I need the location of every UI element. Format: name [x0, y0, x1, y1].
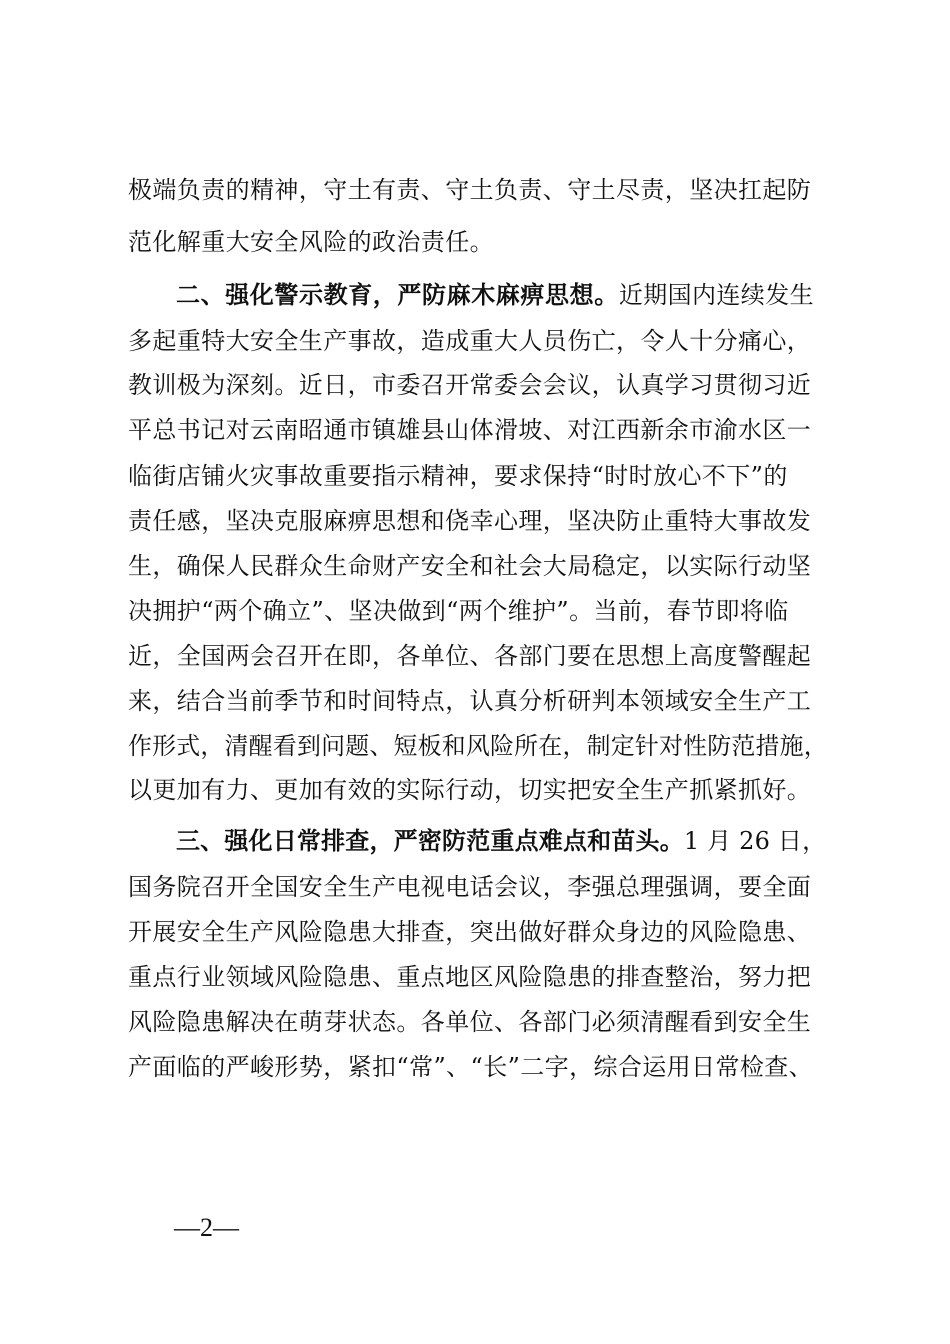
section-heading: 三、强化日常排查，严密防范重点难点和苗头。	[176, 827, 684, 855]
section-heading-line	[176, 821, 826, 861]
text-line	[128, 912, 811, 952]
line-text: 国务院召开全国安全生产电视电话会议，李强总理强调，要全面	[128, 873, 812, 901]
text-line	[128, 456, 788, 496]
line-text: 生，确保人民群众生命财产安全和社会大局稳定，以实际行动坚	[128, 552, 812, 580]
line-text: 作形式，清醒看到问题、短板和风险所在，制定针对性防范措施，	[128, 732, 828, 760]
text-line	[128, 170, 811, 210]
text-line	[128, 636, 811, 676]
line-text: 责任感，坚决克服麻痹思想和侥幸心理，坚决防止重特大事故发	[128, 507, 812, 535]
text-line	[128, 726, 828, 766]
text-line	[128, 1047, 813, 1087]
line-text: 风险隐患解决在萌芽状态。各单位、各部门必须清醒看到安全生	[128, 1008, 812, 1036]
text-line	[128, 957, 811, 997]
line-text: 多起重特大安全生产事故，造成重大人员伤亡，令人十分痛心，	[128, 327, 812, 355]
text-line	[128, 1002, 811, 1042]
text-line	[128, 770, 811, 810]
line-text: 以更加有力、更加有效的实际行动，切实把安全生产抓紧抓好。	[128, 776, 812, 804]
line-text: 来，结合当前季节和时间特点，认真分析研判本领域安全生产工	[128, 687, 812, 715]
line-text: 近，全国两会召开在即，各单位、各部门要在思想上高度警醒起	[128, 642, 812, 670]
line-text: 教训极为深刻。近日，市委召开常委会会议，认真学习贯彻习近	[128, 371, 812, 399]
text-line	[128, 321, 811, 361]
text-line	[128, 681, 811, 721]
line-text: 开展安全生产风险隐患大排查，突出做好群众身边的风险隐患、	[128, 918, 812, 946]
text-line	[128, 410, 811, 450]
line-text: 平总书记对云南昭通市镇雄县山体滑坡、对江西新余市渝水区一	[128, 416, 812, 444]
line-text: 决拥护“两个确立”、坚决做到“两个维护”。当前，春节即将临	[128, 597, 789, 625]
line-text: 极端负责的精神，守土有责、守土负责、守土尽责，坚决扛起防	[128, 176, 812, 204]
line-text: 重点行业领域风险隐患、重点地区风险隐患的排查整治，努力把	[128, 963, 812, 991]
page-number: —2—	[174, 1213, 239, 1242]
text-line	[128, 867, 811, 907]
line-text: 近期国内连续发生	[618, 281, 815, 309]
line-text: 临街店铺火灾事故重要指示精神，要求保持“时时放心不下”的	[128, 462, 788, 490]
line-text: 1 月 26 日，	[683, 827, 827, 855]
text-line	[128, 546, 811, 586]
text-line	[128, 222, 494, 262]
line-text: 范化解重大安全风险的政治责任。	[128, 228, 494, 256]
section-heading-line	[176, 275, 814, 315]
section-heading: 二、强化警示教育，严防麻木麻痹思想。	[176, 281, 619, 309]
text-line	[128, 591, 789, 631]
text-line	[128, 501, 811, 541]
line-text: 产面临的严峻形势，紧扣“常”、“长”二字，综合运用日常检查、	[128, 1053, 814, 1081]
text-line	[128, 365, 811, 405]
